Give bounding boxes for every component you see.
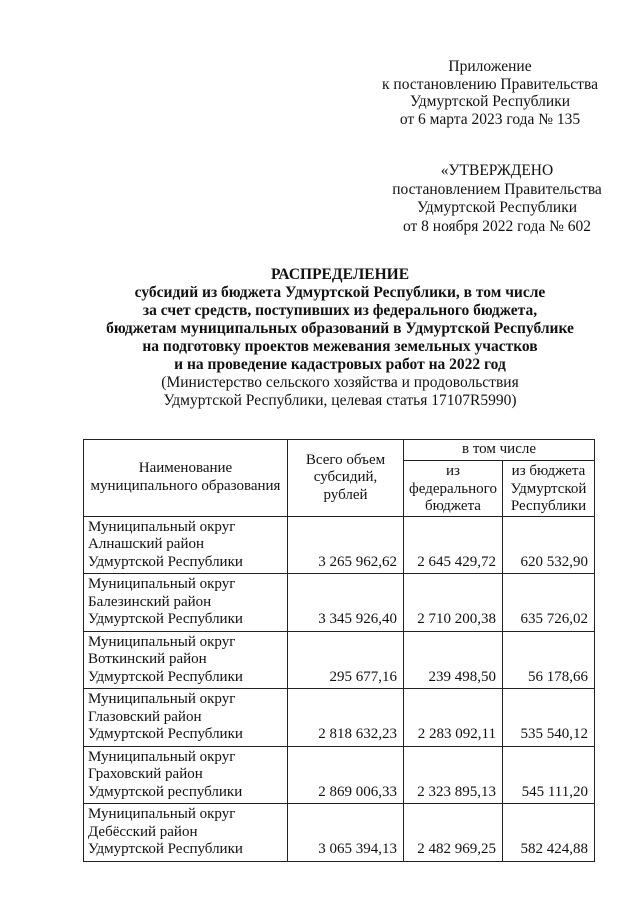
header-federal (404, 461, 503, 517)
header-total-line: Всего объем (305, 451, 386, 468)
title-heading: РАСПРЕДЕЛЕНИЕ (270, 266, 410, 283)
appendix-line: к постановлению Правительства (382, 75, 598, 93)
header-including: в том числе (404, 440, 595, 461)
federal-cell: 2 283 092,11 (404, 689, 503, 747)
header-name (84, 440, 288, 517)
total-cell: 2 818 632,23 (288, 689, 404, 747)
ministry-line: Удмуртской Республики, целевая статья 17107R5990) (163, 392, 517, 409)
municipality-cell (84, 804, 288, 862)
municipality-line: Удмуртской Республики (88, 668, 243, 685)
municipality-line: Удмуртской Республики (88, 726, 243, 742)
municipality-line: Муниципальный округ (88, 748, 236, 765)
header-name-line: муниципального образования (90, 477, 281, 494)
municipality-line: Удмуртской Республики (88, 841, 243, 857)
header-regional (503, 461, 595, 517)
appendix-line: Удмуртской Республики (409, 93, 571, 110)
municipality-line: Удмуртской Республики (88, 611, 243, 627)
municipality-cell (84, 746, 288, 804)
municipality-line: Муниципальный округ (88, 518, 236, 535)
approved-line: Удмуртской Республики (416, 199, 578, 216)
municipality-line: Алнашский район (88, 536, 205, 552)
table-row (84, 689, 595, 747)
table-row (84, 516, 595, 574)
federal-cell: 2 710 200,38 (404, 574, 503, 632)
regional-cell: 535 540,12 (503, 689, 595, 747)
federal-cell: 2 645 429,72 (404, 516, 503, 574)
header-regional-line: Удмуртской (510, 480, 587, 497)
table-row (84, 631, 595, 689)
total-cell: 3 345 926,40 (288, 574, 404, 632)
appendix-line: Приложение (448, 58, 532, 75)
regional-cell: 56 178,66 (503, 631, 595, 689)
title-line: за счет средств, поступивших из федерального бюджета, (142, 302, 538, 319)
municipality-line: Воткинский район (88, 651, 207, 667)
municipality-line: Муниципальный округ (88, 633, 236, 650)
header-federal-line: федерального (409, 480, 497, 497)
municipality-line: Граховский район (88, 766, 203, 782)
federal-cell: 2 323 895,13 (404, 746, 503, 804)
header-total-line: рублей (323, 486, 368, 503)
federal-cell: 2 482 969,25 (404, 804, 503, 862)
approved-line: от 8 ноября 2022 года № 602 (402, 217, 592, 235)
total-cell: 3 265 962,62 (288, 516, 404, 574)
appendix-line: от 6 марта 2023 года № 135 (399, 110, 581, 128)
total-cell: 2 869 006,33 (288, 746, 404, 804)
title-line: бюджетам муниципальных образований в Удмуртской Республике (106, 320, 574, 337)
approved-block (372, 162, 622, 236)
municipality-cell (84, 631, 288, 689)
approved-line: «УТВЕРЖДЕНО (440, 162, 554, 179)
header-regional-line: из бюджета (511, 463, 586, 479)
title-line: субсидий из бюджета Удмуртской Республики, в том числе (134, 284, 546, 301)
header-federal-line: бюджета (425, 498, 481, 514)
municipality-line: Дебёсский район (88, 823, 198, 840)
appendix-block (360, 58, 620, 128)
municipality-cell (84, 516, 288, 574)
header-total (288, 440, 404, 517)
table-row (84, 746, 595, 804)
regional-cell: 635 726,02 (503, 574, 595, 632)
municipality-cell (84, 574, 288, 632)
federal-cell: 239 498,50 (404, 631, 503, 689)
total-cell: 3 065 394,13 (288, 804, 404, 862)
total-cell: 295 677,16 (288, 631, 404, 689)
municipality-line: Удмуртской Республики (88, 553, 243, 570)
regional-cell: 545 111,20 (503, 746, 595, 804)
approved-line: постановлением Правительства (392, 180, 602, 198)
header-regional-line: Республики (510, 498, 587, 514)
header-federal-line: из (446, 463, 460, 479)
table-row (84, 804, 595, 862)
distribution-table (83, 439, 595, 862)
title-line: и на проведение кадастровых работ на 2022 год (174, 356, 506, 373)
municipality-line: Глазовский район (88, 708, 202, 725)
header-total-line: субсидий, (313, 469, 378, 485)
regional-cell: 582 424,88 (503, 804, 595, 862)
header-name-line: Наименование (138, 460, 233, 477)
municipality-line: Муниципальный округ (88, 691, 236, 707)
municipality-cell (84, 689, 288, 747)
title-line: на подготовку проектов межевания земельных участков (142, 338, 538, 355)
municipality-line: Удмуртской республики (88, 783, 243, 800)
municipality-line: Муниципальный округ (88, 806, 236, 822)
municipality-line: Муниципальный округ (88, 576, 236, 592)
municipality-line: Балезинский район (88, 593, 212, 610)
document-title (60, 266, 620, 410)
regional-cell: 620 532,90 (503, 516, 595, 574)
ministry-line: (Министерство сельского хозяйства и продовольствия (161, 374, 519, 391)
table-row (84, 574, 595, 632)
